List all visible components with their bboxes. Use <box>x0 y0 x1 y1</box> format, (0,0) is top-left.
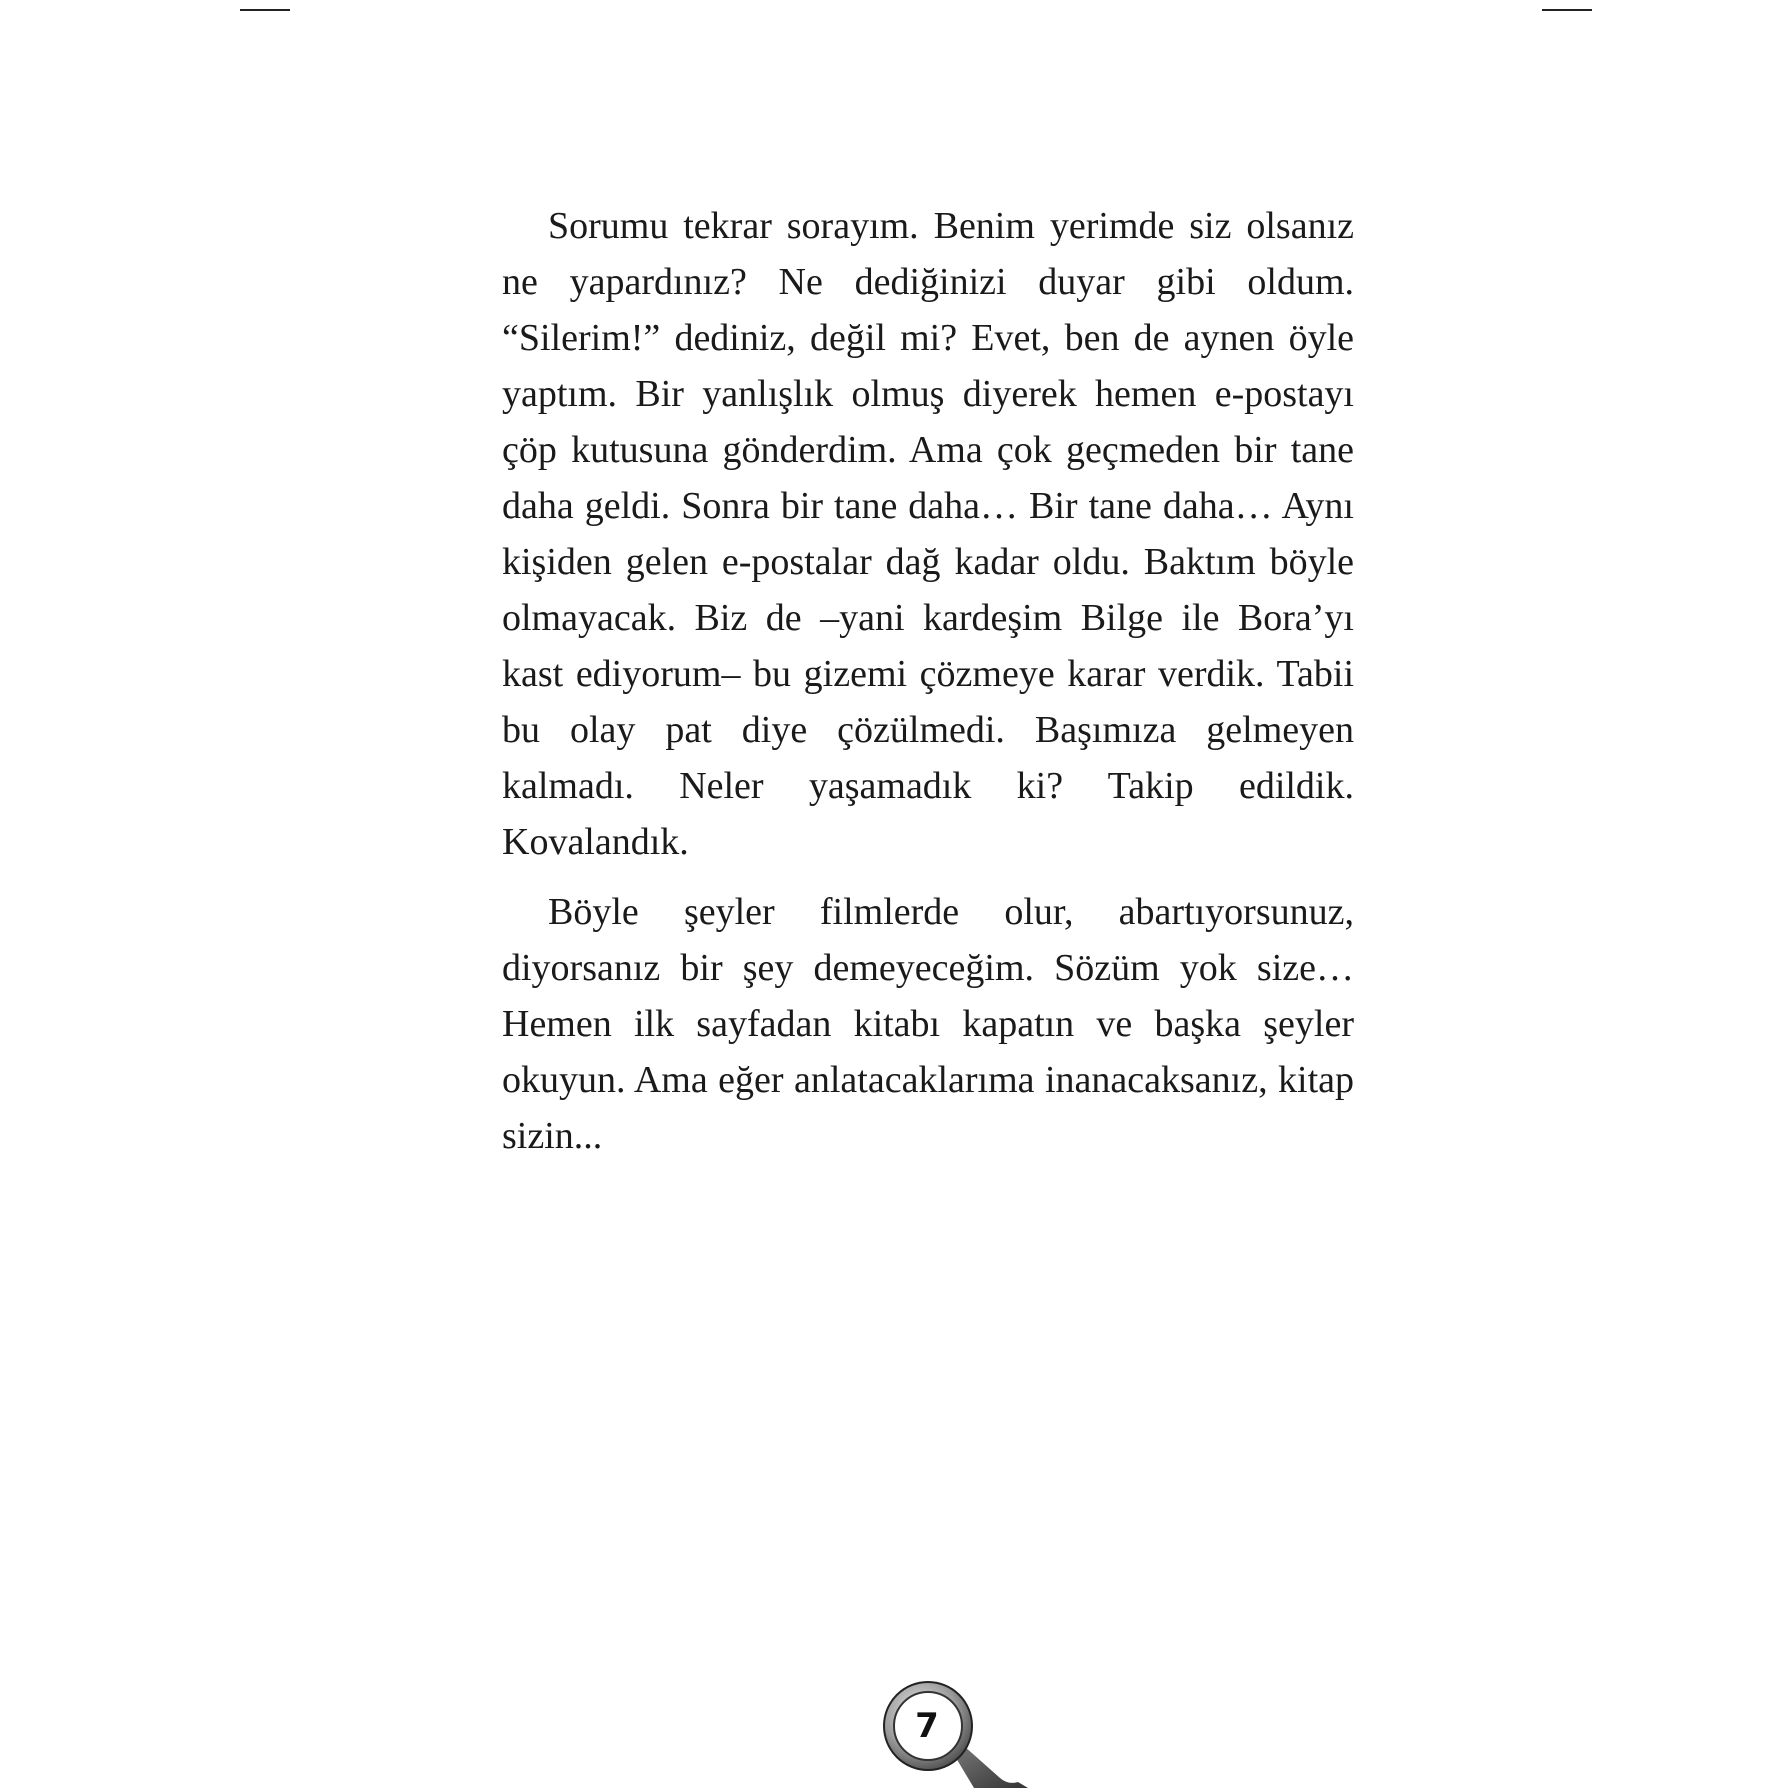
page-number-badge <box>878 1678 1058 1788</box>
paragraph-2: Böyle şeyler filmlerde olur, abartıyorsunuz, diyorsanız bir şey demeyeceğim. Sözüm yok size… Hemen ilk sayfadan kitabı kapatın ve başka şeyler okuyun. Ama eğer anlatacaklarıma inanacaksanız, kitap sizin... <box>502 891 1354 1157</box>
page-number: 7 <box>915 1706 939 1746</box>
body-text <box>502 198 1354 1178</box>
crop-mark-left <box>240 9 290 11</box>
paragraph-1: Sorumu tekrar sorayım. Benim yerimde siz olsanız ne yapardınız? Ne dediğinizi duyar gibi oldum. “Silerim!” dediniz, değil mi? Evet, ben de aynen öyle yaptım. Bir yanlışlık olmuş diyerek hemen e-postayı çöp kutusuna gönderdim. Ama çok geçmeden bir tane daha geldi. Sonra bir tane daha… Bir tane daha… Aynı kişiden gelen e-postalar dağ kadar oldu. Baktım böyle olmayacak. Biz de –yani kardeşim Bilge ile Bora’yı kast ediyorum– bu gizemi çözmeye karar verdik. Tabii bu olay pat diye çözülmedi. Başımıza gelmeyen kalmadı. Neler yaşamadık ki? Takip edildik. Kovalandık. <box>502 205 1354 863</box>
crop-mark-right <box>1542 9 1592 11</box>
